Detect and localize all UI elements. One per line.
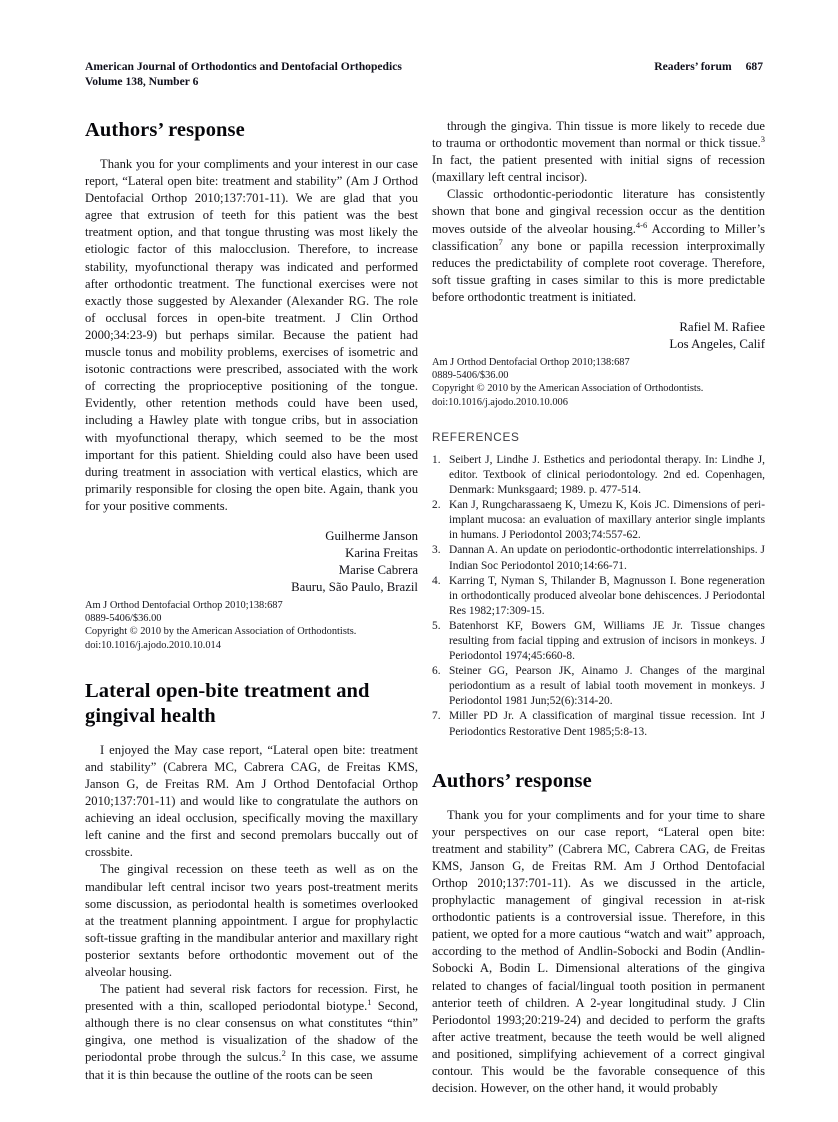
signature-line: Los Angeles, Calif — [669, 337, 765, 352]
reference-item: Batenhorst KF, Bowers GM, Williams JE Jr. Tissue changes resulting from facial tipping and extrusion of incisors in monkeys. J Periodontol 1974;45:660-8. — [449, 619, 765, 663]
article3-heading: Authors’ response — [432, 769, 592, 792]
references-list — [432, 453, 765, 740]
imprint-line: Am J Orthod Dentofacial Orthop 2010;138:687 — [432, 357, 630, 369]
reference-item: Seibert J, Lindhe J. Esthetics and periodontal therapy. In: Lindhe J, editor. Textbook of clinical periodontology. 2nd ed. Copenhagen, Denmark: Munksgaard; 1989. p. 477-514. — [449, 453, 765, 497]
reference-item: Kan J, Rungcharassaeng K, Umezu K, Kois JC. Dimensions of peri-implant mucosa: an evaluation of maxillary anterior single implants in humans. J Periodontol 2003;74:557-62. — [449, 499, 765, 542]
paragraph: The patient had several risk factors for recession. First, he presented with a thin, scalloped periodontal biotype.$^1$ Second, although there is no clear consensus on what constitutes “thin” gingiva, one method is visualization of the shadow of the periodontal probe through the sulcus.$^2$ In this case, we assume that it is thin because the outline of the roots can be seen — [85, 982, 418, 1082]
paragraph: Thank you for your compliments and your interest in our case report, “Lateral open bite: treatment and stability” (Am J Orthod Dentofacial Orthop 2010;137:701-11). We are glad that you agree that extrusion of teeth for this patient was the best treatment option, and that tongue thrusting was most likely the etiologic factor of this malocclusion. Therefore, to increase stability, myofunctional therapy was indicated and performed after orthodontic treatment. The functional exercises were not exactly those suggested by Alexander (Alexander RG. The role of occlusal forces in open-bite treatment. J Clin Orthod 2000;34:23-9) but perhaps similar. Because the patient had muscle tonus and mobility problems, exercises of isometric and isotonic contractions were prescribed, associated with the work of correcting the proprioceptive positioning of the tongue. Evidently, other retention methods could have been used, including a Hawley plate with tongue cribs, but in association with myofunctional therapy, which seemed to be the most important for this patient. Shielding could also have been used during treatment in association with vertical elastics, which are primarily responsible for closing the open bite. Again, thank you for your positive comments. — [85, 157, 418, 513]
references-heading: REFERENCES — [432, 429, 520, 444]
page-number: 687 — [745, 60, 763, 73]
imprint-line: 0889-5406/$36.00 — [432, 370, 509, 382]
reference-item: Miller PD Jr. A classification of marginal tissue recession. Int J Periodontics Restorative Dent 1985;5:8-13. — [449, 710, 765, 738]
signature-line: Marise Cabrera — [338, 562, 418, 577]
article2-signatures — [432, 319, 765, 353]
signature-line: Karina Freitas — [345, 545, 418, 560]
reference-item: Dannan A. An update on periodontic-orthodontic interrelationships. J Indian Soc Periodontol 2010;14:66-71. — [449, 544, 765, 572]
running-header-left — [85, 60, 505, 89]
article2-body — [85, 742, 418, 1084]
running-head: Readers’ forum — [654, 60, 732, 73]
article2-continued-body — [432, 118, 765, 306]
signature-line: Rafiel M. Rafiee — [679, 320, 765, 335]
article2-imprint — [432, 356, 765, 409]
imprint-line: Copyright © 2010 by the American Association of Orthodontists. — [432, 383, 704, 395]
article3-body — [432, 807, 765, 1098]
imprint-line: doi:10.1016/j.ajodo.2010.10.014 — [85, 639, 221, 651]
journal-title: American Journal of Orthodontics and Dentofacial Orthopedics — [85, 60, 402, 73]
imprint-line: Am J Orthod Dentofacial Orthop 2010;138:687 — [85, 599, 283, 611]
signature-line: Guilherme Janson — [325, 528, 418, 543]
paragraph: through the gingiva. Thin tissue is more likely to recede due to trauma or orthodontic movement than normal or thick tissue.$^3$ In fact, the patient presented with initial signs of recession (maxillary left central incisor). — [432, 119, 765, 185]
column-left — [85, 118, 418, 1084]
paragraph: I enjoyed the May case report, “Lateral open bite: treatment and stability” (Cabrera MC, Cabrera CAG, de Freitas KMS, Janson G, de Freitas RM. Am J Orthod Dentofacial Orthop 2010;137:701-11) and would like to congratulate the authors on achieving an ideal occlusion, specifically moving the maxillary left canine and the first and second premolars buccally out of crossbite. — [85, 742, 418, 860]
paragraph: The gingival recession on these teeth as well as on the mandibular left central incisor two years post-treatment merits some discussion, as periodontal health is sometimes overlooked at the treatment planning appointment. I argue for prophylactic soft-tissue grafting in the mandibular anterior and maxillary right posterior sextants before orthodontic movement out of the alveolar housing. — [85, 862, 418, 979]
journal-volume: Volume 138, Number 6 — [85, 74, 199, 88]
imprint-line: doi:10.1016/j.ajodo.2010.10.006 — [432, 396, 568, 408]
imprint-line: 0889-5406/$36.00 — [85, 613, 162, 625]
article1-heading: Authors’ response — [85, 119, 245, 141]
article2-heading: Lateral open-bite treatment and gingival health — [85, 679, 370, 727]
paragraph: Classic orthodontic-periodontic literature has consistently shown that bone and gingival recession occur as the dentition moves outside of the alveolar housing.$^{4-6}$ According to Miller’s classification$^7$ any bone or papilla recession interproximally reduces the predictability of complete root coverage. Therefore, soft tissue grafting in cases similar to this is more predictable before orthodontic treatment is initiated. — [432, 187, 765, 304]
signature-line: Bauru, São Paulo, Brazil — [291, 579, 418, 594]
article1-imprint — [85, 599, 418, 652]
running-header-right — [654, 60, 763, 73]
reference-item: Karring T, Nyman S, Thilander B, Magnusson I. Bone regeneration in orthodontically produced alveolar bone dehiscences. J Periodontal Res 1982;17:309-15. — [449, 574, 765, 617]
reference-item: Steiner GG, Pearson JK, Ainamo J. Changes of the marginal periodontium as a result of labial tooth movement in monkeys. J Periodontol 1981 Jun;52(6):314-20. — [449, 665, 765, 708]
article1-body — [85, 156, 418, 515]
paragraph: Thank you for your compliments and for your time to share your perspectives on our case report, “Lateral open bite: treatment and stability” (Cabrera MC, Cabrera CAG, de Freitas KMS, Janson G, de Freitas RM. Am J Orthod Dentofacial Orthop 2010;137:701-11). As we discussed in the article, prophylactic management of gingival recession in at-risk orthodontic patients is a controversial issue. Therefore, in this patient, we opted for a more cautious “watch and wait” approach, according to the method of Andlin-Sobocki and Bodin (Andlin-Sobocki A, Bodin L. Dimensional alterations of the gingiva related to changes of facial/lingual tooth position in permanent anterior teeth of children. A 2-year longitudinal study. J Clin Periodontol 1993;20:219-24) and decided to perform the grafts after active treatment, because the teeth would be well aligned and positioned, simplifying achievement of a correct gingival contour. This would be the favorable consequence of this decision. However, on the other hand, it would probably — [432, 807, 765, 1096]
imprint-line: Copyright © 2010 by the American Association of Orthodontists. — [85, 626, 357, 638]
column-right — [432, 118, 765, 1097]
article1-signatures — [85, 528, 418, 596]
